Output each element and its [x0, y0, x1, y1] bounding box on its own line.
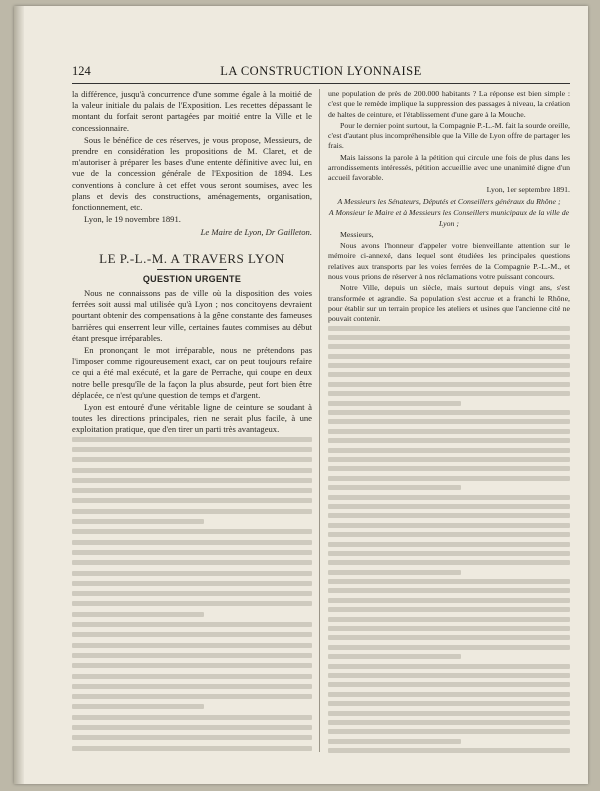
text-line [72, 601, 312, 606]
signature-date: Lyon, le 19 novembre 1891. [84, 214, 181, 225]
left-body-text-continued [72, 437, 312, 751]
signature-name: Le Maire de Lyon, Dr Gailleton. [200, 227, 312, 238]
text-line [72, 612, 204, 617]
text-line [328, 692, 570, 697]
left-body-paragraph-2: En prononçant le mot irréparable, nous ne prétendons pas l'imposer comme rigoureusement exact, car on peut toujours refaire ce qui a été mal exécuté, et la gare de Perrache, qui coupe en deux notre belle presqu'île de la façon la plus absurde, peut fort bien être déplacée, ce n'est qu'une question de temps et d'argent. [72, 345, 312, 400]
text-line [72, 694, 312, 699]
left-intro-paragraph-1: la différence, jusqu'à concurrence d'une somme égale à la moitié de la valeur initiale du palais de l'Exposition. Les recettes dépassant le montant du forfait seront partagées par moitié entre la Ville et le concessionnaire. [72, 89, 312, 133]
text-line [328, 429, 570, 434]
page-spine [14, 6, 24, 784]
left-column [72, 89, 312, 756]
text-line [328, 457, 570, 462]
text-line [328, 729, 570, 734]
text-line [328, 495, 570, 500]
right-intro-paragraph-3: Mais laissons la parole à la pétition qui circule une fois de plus dans les arrondissements intéressés, pétition accueillie avec une unanimité digne d'un accueil favorable. [328, 152, 570, 183]
text-line [328, 410, 570, 415]
text-line [328, 588, 570, 593]
text-line [328, 635, 570, 640]
text-line [328, 626, 570, 631]
right-body-paragraph-2: Notre Ville, depuis un siècle, mais surtout depuis vingt ans, s'est transformée et agrandie. Sa population s'est accrue et a franchi le Rhône, pour établir sur un terrain propice les ateliers et usines que l'ancienne cité ne pouvait contenir. [328, 283, 570, 324]
text-line [328, 391, 570, 396]
header-rule [72, 83, 570, 84]
text-line [328, 654, 461, 659]
text-line [72, 498, 312, 503]
text-line [328, 485, 461, 490]
text-line [328, 466, 570, 471]
text-line [72, 509, 312, 514]
right-body-text-continued [328, 326, 570, 754]
text-line [328, 326, 570, 331]
text-line [72, 550, 312, 555]
column-divider [319, 89, 320, 752]
text-line [72, 437, 312, 442]
letter-salutation: Messieurs, [340, 229, 374, 239]
text-line [328, 419, 570, 424]
text-line [72, 457, 312, 462]
text-line [328, 701, 570, 706]
text-line [328, 504, 570, 509]
text-line [72, 684, 312, 689]
text-line [328, 720, 570, 725]
text-line [72, 746, 312, 751]
right-body-paragraph-1: Nous avons l'honneur d'appeler votre bienveillante attention sur le mémoire ci-annexé, dans lequel sont étudiées les principales questions relatives aux transports par les voies ferrées de la Compagnie P.-L.-M., et nous vous prions de réserver à nos réclamations votre puissant concours. [328, 241, 570, 282]
text-line [72, 643, 312, 648]
text-line [328, 476, 570, 481]
text-line [328, 598, 570, 603]
text-line [72, 571, 312, 576]
text-line [328, 645, 570, 650]
text-line [72, 715, 312, 720]
text-line [72, 735, 312, 740]
text-line [328, 354, 570, 359]
text-line [328, 739, 461, 744]
section-subtitle: QUESTION URGENTE [142, 273, 242, 284]
text-line [328, 551, 570, 556]
letter-address-1: A Messieurs les Sénateurs, Députés et Conseillers généraux du Rhône ; [337, 196, 561, 206]
running-header [72, 64, 570, 80]
text-line [72, 704, 204, 709]
text-line [328, 363, 570, 368]
document-page [14, 6, 588, 784]
right-intro-paragraph-2: Pour le dernier point surtout, la Compagnie P.-L.-M. fait la sourde oreille, c'est d'autant plus incompréhensible que la Ville de Lyon offre de partager les frais. [328, 120, 570, 151]
text-line [328, 673, 570, 678]
text-line [328, 372, 570, 377]
letter-date: Lyon, 1er septembre 1891. [486, 184, 570, 194]
text-line [72, 519, 204, 524]
text-line [328, 335, 570, 340]
text-line [328, 664, 570, 669]
text-line [328, 570, 461, 575]
left-body-paragraph-1: Nous ne connaissons pas de ville où la disposition des voies ferrées soit aussi mal utilisée qu'à Lyon ; nos concitoyens devraient pourtant obtenir des compensations à la gêne constante des fameuses barrières qui enserrent leur ville, certaines fautes commises au début étant presque irréparables. [72, 288, 312, 343]
section-heading [72, 250, 312, 285]
text-line [72, 581, 312, 586]
text-line [328, 513, 570, 518]
text-line [328, 711, 570, 716]
text-line [72, 447, 312, 452]
text-line [328, 560, 570, 565]
left-body-paragraph-3: Lyon est entouré d'une véritable ligne de ceinture se soudant à toutes les directions principales, rien ne serait plus facile, à une exploitation pratique, que d'en tirer un parti très avantageux. [72, 402, 312, 435]
text-line [72, 478, 312, 483]
text-line [72, 468, 312, 473]
left-intro-paragraph-2: Sous le bénéfice de ces réserves, je vous propose, Messieurs, de prendre en considération les propositions de M. Claret, et de m'autoriser à préparer les bases d'une entente définitive avec lui, en vue de la concession générale de l'Exposition de 1894. Les conventions à conclure à cet effet vous seront soumises, avec les plans et devis des constructions, aménagements, organisation, fonctionnement, etc. [72, 134, 312, 213]
text-line [328, 401, 461, 406]
text-line [72, 488, 312, 493]
text-line [328, 682, 570, 687]
text-line [328, 617, 570, 622]
page-number: 124 [72, 64, 91, 78]
text-line [72, 591, 312, 596]
text-line [328, 607, 570, 612]
right-column [328, 89, 570, 758]
text-line [72, 622, 312, 627]
text-line [328, 438, 570, 443]
text-line [328, 382, 570, 387]
text-line [72, 674, 312, 679]
section-title: LE P.-L.-M. A TRAVERS LYON [99, 250, 285, 266]
text-line [72, 725, 312, 730]
text-line [72, 529, 312, 534]
text-line [328, 523, 570, 528]
text-line [72, 540, 312, 545]
text-line [328, 532, 570, 537]
right-intro-paragraph-1: une population de près de 200.000 habitants ? La réponse est bien simple : c'est que le remède implique la suppression des passages à niveau, la création de haltes de ceinture, et l'établissement d'une gare à la Mouche. [328, 89, 570, 119]
letter-address-2: A Monsieur le Maire et à Messieurs les Conseillers municipaux de la ville de Lyon ; [328, 208, 570, 228]
text-line [328, 542, 570, 547]
text-line [328, 579, 570, 584]
section-rule [157, 269, 227, 270]
text-line [72, 653, 312, 658]
text-line [328, 748, 570, 753]
text-line [72, 632, 312, 637]
text-line [72, 560, 312, 565]
journal-title: LA CONSTRUCTION LYONNAISE [220, 64, 422, 78]
text-line [328, 344, 570, 349]
text-line [328, 448, 570, 453]
text-line [72, 663, 312, 668]
